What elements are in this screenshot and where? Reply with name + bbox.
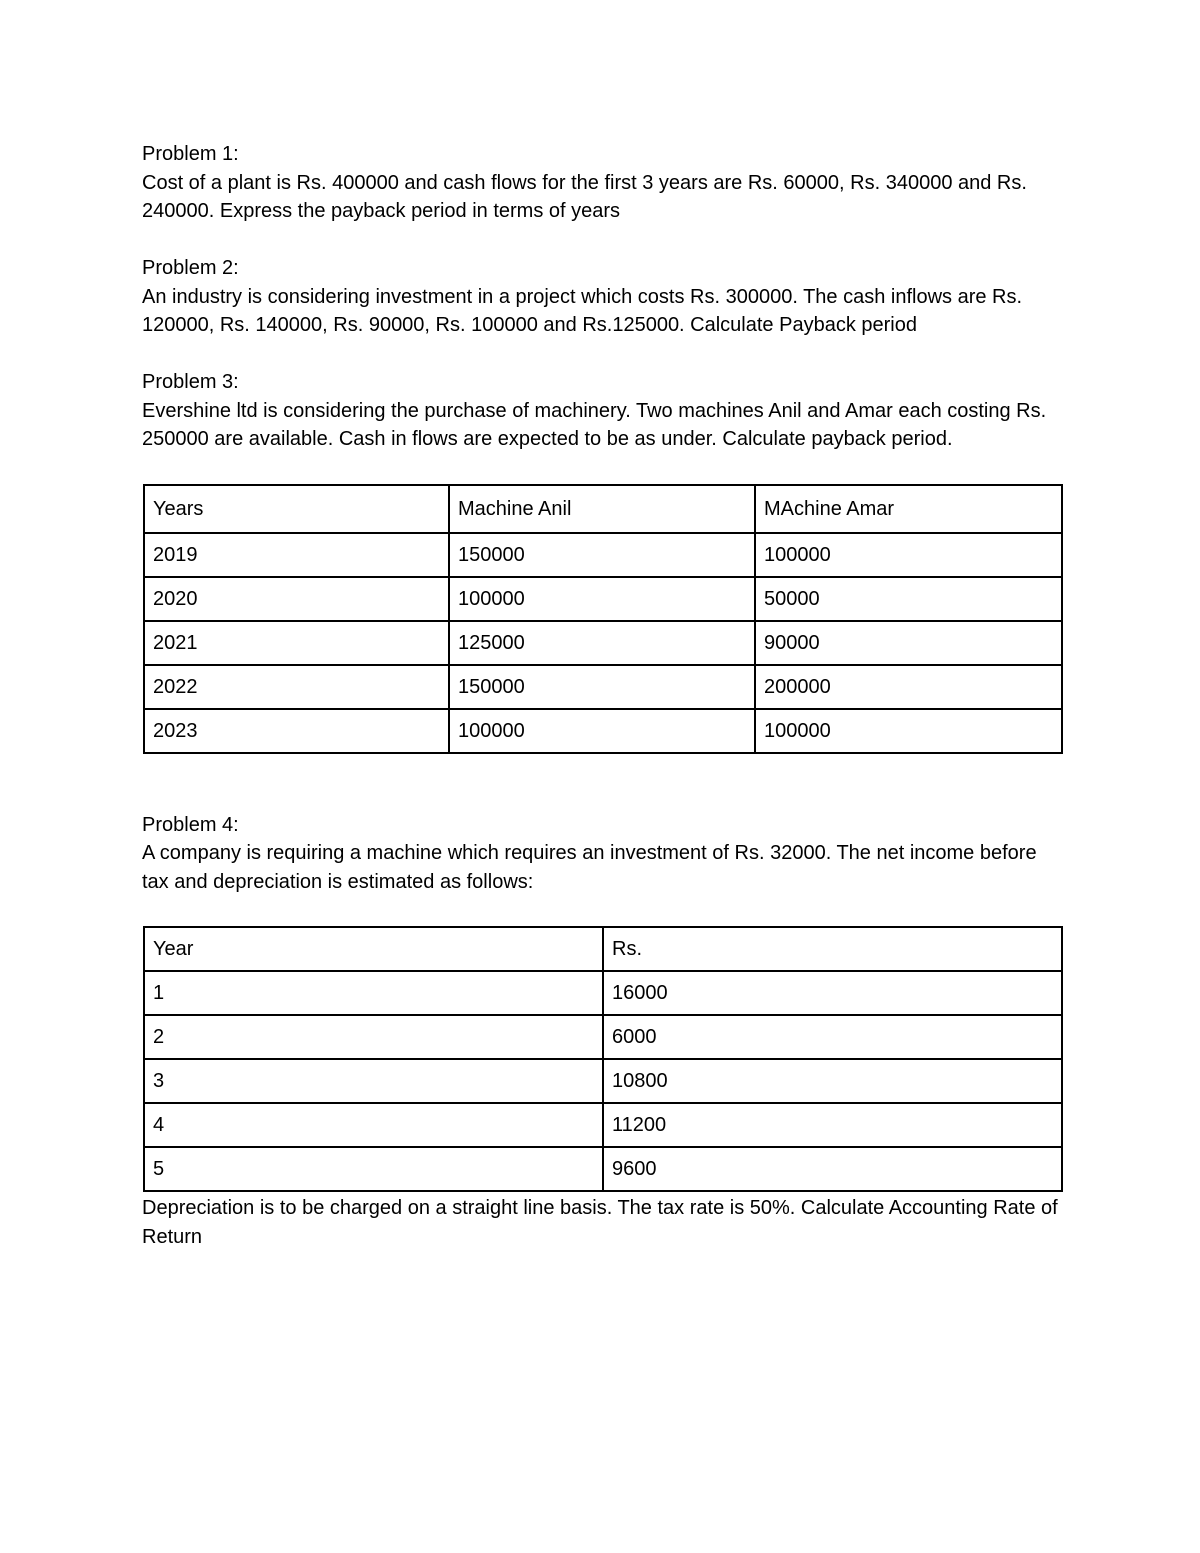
problem-4-footer: Depreciation is to be charged on a straight line basis. The tax rate is 50%. Calculate Accounting Rate of Return <box>142 1197 1058 1248</box>
table-row <box>144 665 1062 709</box>
problem-2-text: An industry is considering investment in a project which costs Rs. 300000. The cash inflows are Rs. 120000, Rs. 140000, Rs. 90000, Rs. 100000 and Rs.125000. Calculate Payback period <box>142 285 1023 336</box>
table-row <box>144 1015 1062 1059</box>
table-cell: 200000 <box>755 665 1062 709</box>
table-row <box>144 577 1062 621</box>
problem-3-title: Problem 3: <box>142 371 239 393</box>
table-row <box>144 1059 1062 1103</box>
table-row <box>144 533 1062 577</box>
table-header-cell: MAchine Amar <box>755 485 1062 533</box>
spacer <box>142 340 1062 369</box>
table-cell: 90000 <box>755 621 1062 665</box>
machine-cashflow-table <box>143 484 1063 754</box>
table-cell: 150000 <box>449 665 755 709</box>
table-cell: 4 <box>144 1103 603 1147</box>
table-cell: 100000 <box>449 577 755 621</box>
table-cell: 5 <box>144 1147 603 1191</box>
table-header-cell: Machine Anil <box>449 485 755 533</box>
problem-4-text: A company is requiring a machine which requires an investment of Rs. 32000. The net income before tax and depreciation is estimated as follows: <box>142 842 1037 893</box>
table-cell: 100000 <box>449 709 755 753</box>
table-cell: 2023 <box>144 709 449 753</box>
table-cell: 2022 <box>144 665 449 709</box>
table-header-row <box>144 485 1062 533</box>
table-cell: 3 <box>144 1059 603 1103</box>
table-cell: 100000 <box>755 533 1062 577</box>
table-header-cell: Years <box>144 485 449 533</box>
table-row <box>144 1147 1062 1191</box>
table-cell: 50000 <box>755 577 1062 621</box>
table-cell: 2 <box>144 1015 603 1059</box>
problem-4-title: Problem 4: <box>142 813 239 836</box>
spacer <box>142 454 1062 484</box>
table-row <box>144 621 1062 665</box>
problem-3-text: Evershine ltd is considering the purchase of machinery. Two machines Anil and Amar each costing Rs. 250000 are available. Cash in flows are expected to be as under. Calculate payback period. <box>142 399 1047 450</box>
spacer <box>142 754 1062 811</box>
table-row <box>144 1103 1062 1147</box>
table-cell: 6000 <box>603 1015 1062 1059</box>
table-cell: 2020 <box>144 577 449 621</box>
table-cell: 2021 <box>144 621 449 665</box>
spacer <box>142 226 1062 255</box>
document-page <box>142 140 1062 1251</box>
table-row <box>144 971 1062 1015</box>
table-row <box>144 709 1062 753</box>
table-cell: 125000 <box>449 621 755 665</box>
table-header-cell: Rs. <box>603 927 1062 971</box>
problem-2-title: Problem 2: <box>142 257 239 279</box>
table-cell: 11200 <box>603 1103 1062 1147</box>
table-cell: 10800 <box>603 1059 1062 1103</box>
table-header-row <box>144 927 1062 971</box>
table-header-cell: Year <box>144 927 603 971</box>
spacer <box>142 896 1062 926</box>
table-cell: 1 <box>144 971 603 1015</box>
table-cell: 16000 <box>603 971 1062 1015</box>
table-cell: 100000 <box>755 709 1062 753</box>
problem-1-text: Cost of a plant is Rs. 400000 and cash flows for the first 3 years are Rs. 60000, Rs. 340000 and Rs. 240000. Express the payback period in terms of years <box>142 171 1027 222</box>
problem-1-title: Problem 1: <box>142 143 239 165</box>
table-cell: 9600 <box>603 1147 1062 1191</box>
net-income-table <box>143 926 1063 1192</box>
table-cell: 2019 <box>144 533 449 577</box>
table-cell: 150000 <box>449 533 755 577</box>
